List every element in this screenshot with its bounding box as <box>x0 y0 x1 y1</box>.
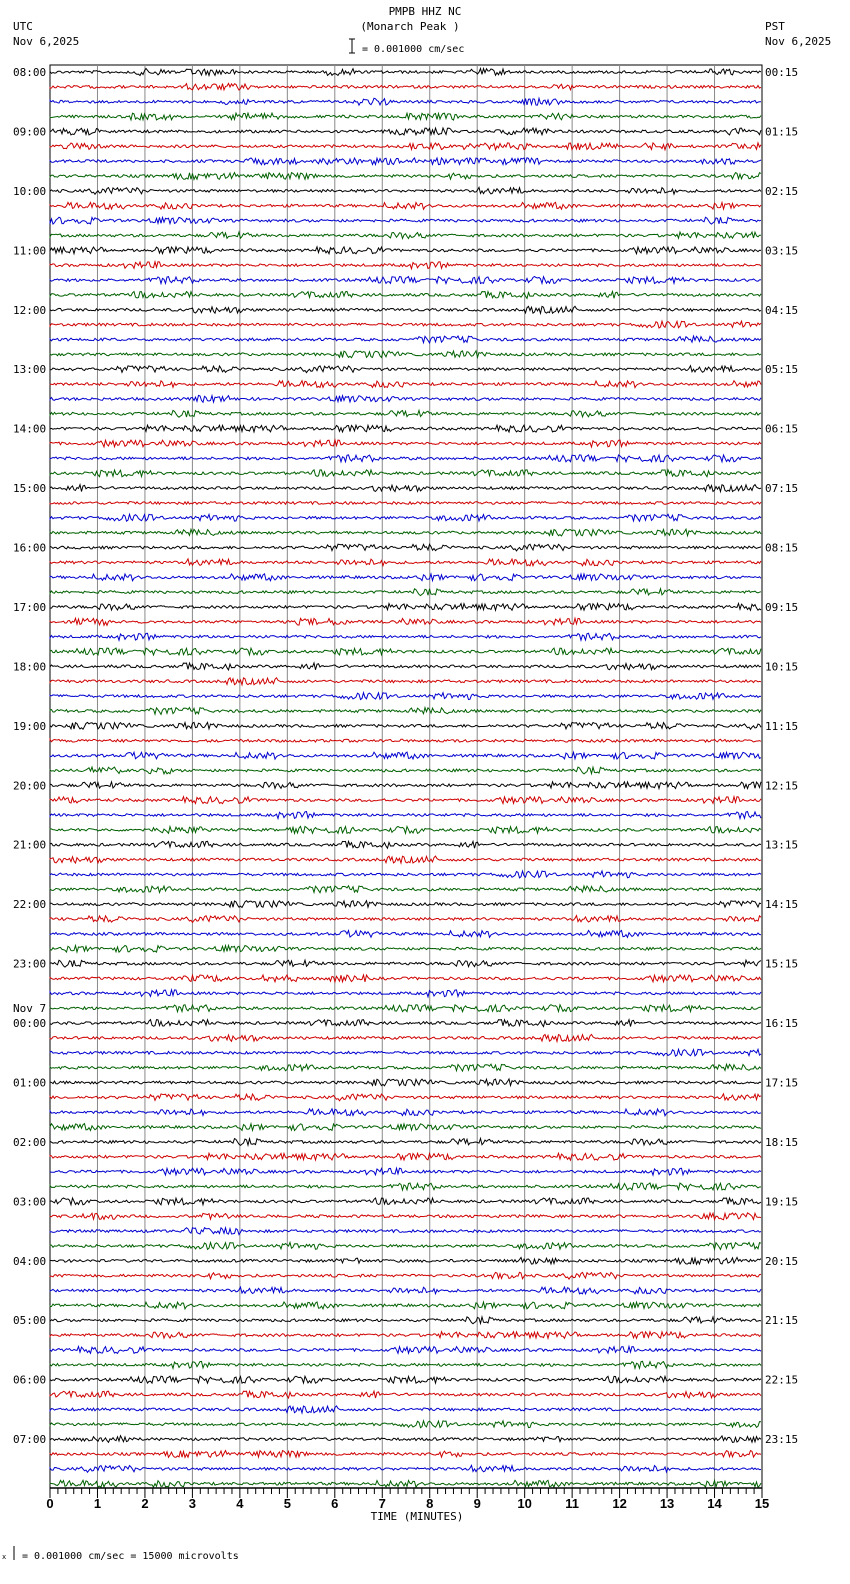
seismic-trace <box>50 1109 761 1116</box>
pst-time-label: 02:15 <box>765 184 799 198</box>
x-tick-label: 11 <box>565 1496 580 1511</box>
seismic-trace <box>50 975 761 982</box>
seismic-trace <box>50 1139 761 1146</box>
utc-hour-label: 17:00 <box>13 600 47 614</box>
utc-hour-label: 12:00 <box>13 303 47 317</box>
utc-hour-label: 06:00 <box>13 1373 47 1387</box>
x-tick-label: 12 <box>612 1496 627 1511</box>
x-tick-label: 3 <box>188 1496 197 1511</box>
seismic-trace <box>50 1347 761 1354</box>
seismic-trace <box>50 1406 761 1413</box>
seismic-trace <box>50 767 761 774</box>
utc-hour-label: 00:00 <box>13 1017 47 1031</box>
seismic-trace <box>50 871 761 878</box>
seismic-trace <box>50 277 761 284</box>
seismic-trace <box>50 633 761 640</box>
seismic-trace <box>50 1391 761 1398</box>
utc-hour-label: 03:00 <box>13 1195 47 1209</box>
seismic-trace <box>50 841 761 848</box>
seismic-trace <box>50 425 761 432</box>
seismic-trace <box>50 544 761 551</box>
station-title: PMPB HHZ NC <box>388 5 462 18</box>
right-timezone: PST <box>765 20 785 33</box>
seismic-trace <box>50 306 761 313</box>
seismic-trace <box>50 722 761 729</box>
seismic-trace <box>50 1242 761 1249</box>
x-tick-label: 2 <box>141 1496 149 1511</box>
date-change-label: Nov 7 <box>13 1002 47 1016</box>
seismic-trace <box>50 990 761 997</box>
seismic-trace <box>50 782 761 789</box>
seismic-trace <box>50 574 761 581</box>
seismic-trace <box>50 886 761 893</box>
pst-time-label: 01:15 <box>765 125 799 139</box>
seismic-trace <box>50 455 761 462</box>
seismic-trace <box>50 1317 761 1324</box>
seismic-trace <box>50 1465 761 1472</box>
x-tick-label: 7 <box>378 1496 386 1511</box>
seismic-trace <box>50 1376 761 1383</box>
seismic-trace <box>50 1287 761 1294</box>
seismic-trace <box>50 1020 761 1027</box>
seismic-trace <box>50 187 761 194</box>
seismic-trace <box>50 410 761 417</box>
x-tick-label: 1 <box>93 1496 102 1511</box>
seismic-trace <box>50 1124 761 1131</box>
x-tick-label: 0 <box>46 1496 54 1511</box>
x-tick-label: 5 <box>283 1496 291 1511</box>
pst-time-label: 00:15 <box>765 66 799 79</box>
seismic-trace <box>50 1272 761 1279</box>
seismic-trace <box>50 514 761 521</box>
pst-time-label: 12:15 <box>765 779 799 793</box>
seismic-trace <box>50 98 761 105</box>
seismic-trace <box>50 1257 761 1264</box>
seismic-trace <box>50 648 761 655</box>
seismic-trace <box>50 202 761 209</box>
pst-time-label: 10:15 <box>765 660 799 674</box>
seismic-trace <box>50 143 761 150</box>
utc-hour-label: 02:00 <box>13 1135 47 1149</box>
seismic-trace <box>50 946 761 953</box>
seismic-trace <box>50 395 761 402</box>
seismic-trace <box>50 232 761 239</box>
seismic-trace <box>50 1064 761 1071</box>
seismic-trace <box>50 1168 761 1175</box>
x-axis-label: TIME (MINUTES) <box>370 1510 464 1523</box>
utc-hour-label: 18:00 <box>13 660 47 674</box>
x-tick-label: 14 <box>707 1496 722 1511</box>
pst-time-label: 16:15 <box>765 1017 799 1031</box>
utc-hour-label: 19:00 <box>13 719 47 733</box>
utc-hour-label: 23:00 <box>13 957 47 971</box>
seismic-trace <box>50 529 761 536</box>
site-name: (Monarch Peak ) <box>360 20 460 33</box>
seismic-trace <box>50 366 761 373</box>
seismic-trace <box>50 158 761 165</box>
utc-hour-label: 15:00 <box>13 482 47 496</box>
utc-hour-label: 13:00 <box>13 363 47 377</box>
seismic-trace <box>50 113 761 120</box>
seismic-trace <box>50 1332 761 1339</box>
seismic-trace <box>50 69 761 76</box>
seismic-trace <box>50 1198 761 1205</box>
seismic-trace <box>50 901 761 908</box>
pst-time-label: 17:15 <box>765 1076 799 1090</box>
seismic-trace <box>50 589 761 596</box>
seismic-trace <box>50 678 761 685</box>
pst-time-label: 20:15 <box>765 1254 799 1268</box>
seismic-trace <box>50 1183 761 1190</box>
utc-hour-label: 16:00 <box>13 541 47 555</box>
x-tick-label: 6 <box>331 1496 339 1511</box>
seismic-trace <box>50 739 761 742</box>
seismic-trace <box>50 826 761 833</box>
x-tick-label: 8 <box>426 1496 434 1511</box>
utc-hour-label: 21:00 <box>13 838 47 852</box>
seismic-trace <box>50 336 761 343</box>
utc-hour-label: 22:00 <box>13 898 47 912</box>
pst-time-label: 22:15 <box>765 1373 799 1387</box>
seismic-trace <box>50 83 761 90</box>
seismic-trace <box>50 1302 761 1309</box>
pst-time-label: 08:15 <box>765 541 799 555</box>
left-date: Nov 6,2025 <box>13 35 80 48</box>
pst-time-label: 04:15 <box>765 303 799 317</box>
seismic-trace <box>50 812 761 819</box>
seismic-trace <box>50 618 761 625</box>
pst-time-label: 11:15 <box>765 719 799 733</box>
footer-mark: x <box>2 1553 7 1561</box>
x-tick-label: 9 <box>473 1496 481 1511</box>
seismic-trace <box>50 960 761 967</box>
x-tick-label: 13 <box>659 1496 675 1511</box>
seismic-trace <box>50 559 761 566</box>
seismic-trace <box>50 262 761 269</box>
seismic-trace <box>50 247 761 254</box>
seismic-trace <box>50 1153 761 1160</box>
utc-hour-label: 10:00 <box>13 184 47 198</box>
utc-hour-label: 04:00 <box>13 1254 47 1268</box>
seismic-trace <box>50 1079 761 1086</box>
pst-time-label: 03:15 <box>765 244 799 258</box>
pst-time-label: 07:15 <box>765 482 799 496</box>
right-date: Nov 6,2025 <box>765 35 832 48</box>
utc-hour-label: 09:00 <box>13 125 47 139</box>
x-tick-label: 15 <box>754 1496 770 1511</box>
seismic-trace <box>50 1005 761 1012</box>
seismic-trace <box>50 173 761 180</box>
pst-time-label: 19:15 <box>765 1195 799 1209</box>
seismic-trace <box>50 916 761 923</box>
seismic-trace <box>50 440 761 447</box>
left-timezone: UTC <box>13 20 33 33</box>
seismic-trace <box>50 708 761 715</box>
seismic-trace <box>50 470 761 477</box>
pst-time-label: 15:15 <box>765 957 799 971</box>
utc-hour-label: 20:00 <box>13 779 47 793</box>
utc-hour-label: 07:00 <box>13 1433 47 1447</box>
pst-time-label: 23:15 <box>765 1433 799 1447</box>
pst-time-label: 13:15 <box>765 838 799 852</box>
utc-hour-label: 11:00 <box>13 244 47 258</box>
utc-hour-label: 05:00 <box>13 1314 47 1328</box>
seismic-trace <box>50 351 761 358</box>
pst-time-label: 18:15 <box>765 1135 799 1149</box>
seismic-trace <box>50 217 761 224</box>
seismic-trace <box>50 1094 761 1101</box>
seismic-trace <box>50 1421 761 1428</box>
utc-hour-label: 01:00 <box>13 1076 47 1090</box>
x-tick-label: 10 <box>517 1496 532 1511</box>
seismic-trace <box>50 797 761 804</box>
scale-label: = 0.001000 cm/sec <box>362 44 465 55</box>
seismic-trace <box>50 693 761 700</box>
seismic-trace <box>50 1436 761 1443</box>
seismic-trace <box>50 321 761 328</box>
utc-hour-label: 08:00 <box>13 66 47 79</box>
seismic-trace <box>50 856 761 863</box>
seismic-trace <box>50 292 761 299</box>
pst-time-label: 21:15 <box>765 1314 799 1328</box>
x-tick-label: 4 <box>236 1496 244 1511</box>
seismic-trace <box>50 663 761 670</box>
seismic-trace <box>50 1361 761 1368</box>
seismic-trace <box>50 1034 761 1041</box>
seismic-trace <box>50 1228 761 1235</box>
seismic-trace <box>50 502 761 505</box>
pst-time-label: 06:15 <box>765 422 799 436</box>
seismic-trace <box>50 1049 761 1056</box>
pst-time-label: 05:15 <box>765 363 799 377</box>
pst-time-label: 09:15 <box>765 600 799 614</box>
pst-time-label: 14:15 <box>765 898 799 912</box>
seismic-trace <box>50 1213 761 1220</box>
seismic-trace <box>50 931 761 938</box>
seismic-trace <box>50 604 761 611</box>
footer-scale-note: = 0.001000 cm/sec = 15000 microvolts <box>22 1551 239 1562</box>
seismic-trace <box>50 485 761 492</box>
seismic-trace <box>50 1451 761 1458</box>
seismic-trace <box>50 1480 761 1487</box>
seismic-trace <box>50 381 761 388</box>
seismic-trace <box>50 128 761 135</box>
utc-hour-label: 14:00 <box>13 422 47 436</box>
seismic-trace <box>50 752 761 759</box>
